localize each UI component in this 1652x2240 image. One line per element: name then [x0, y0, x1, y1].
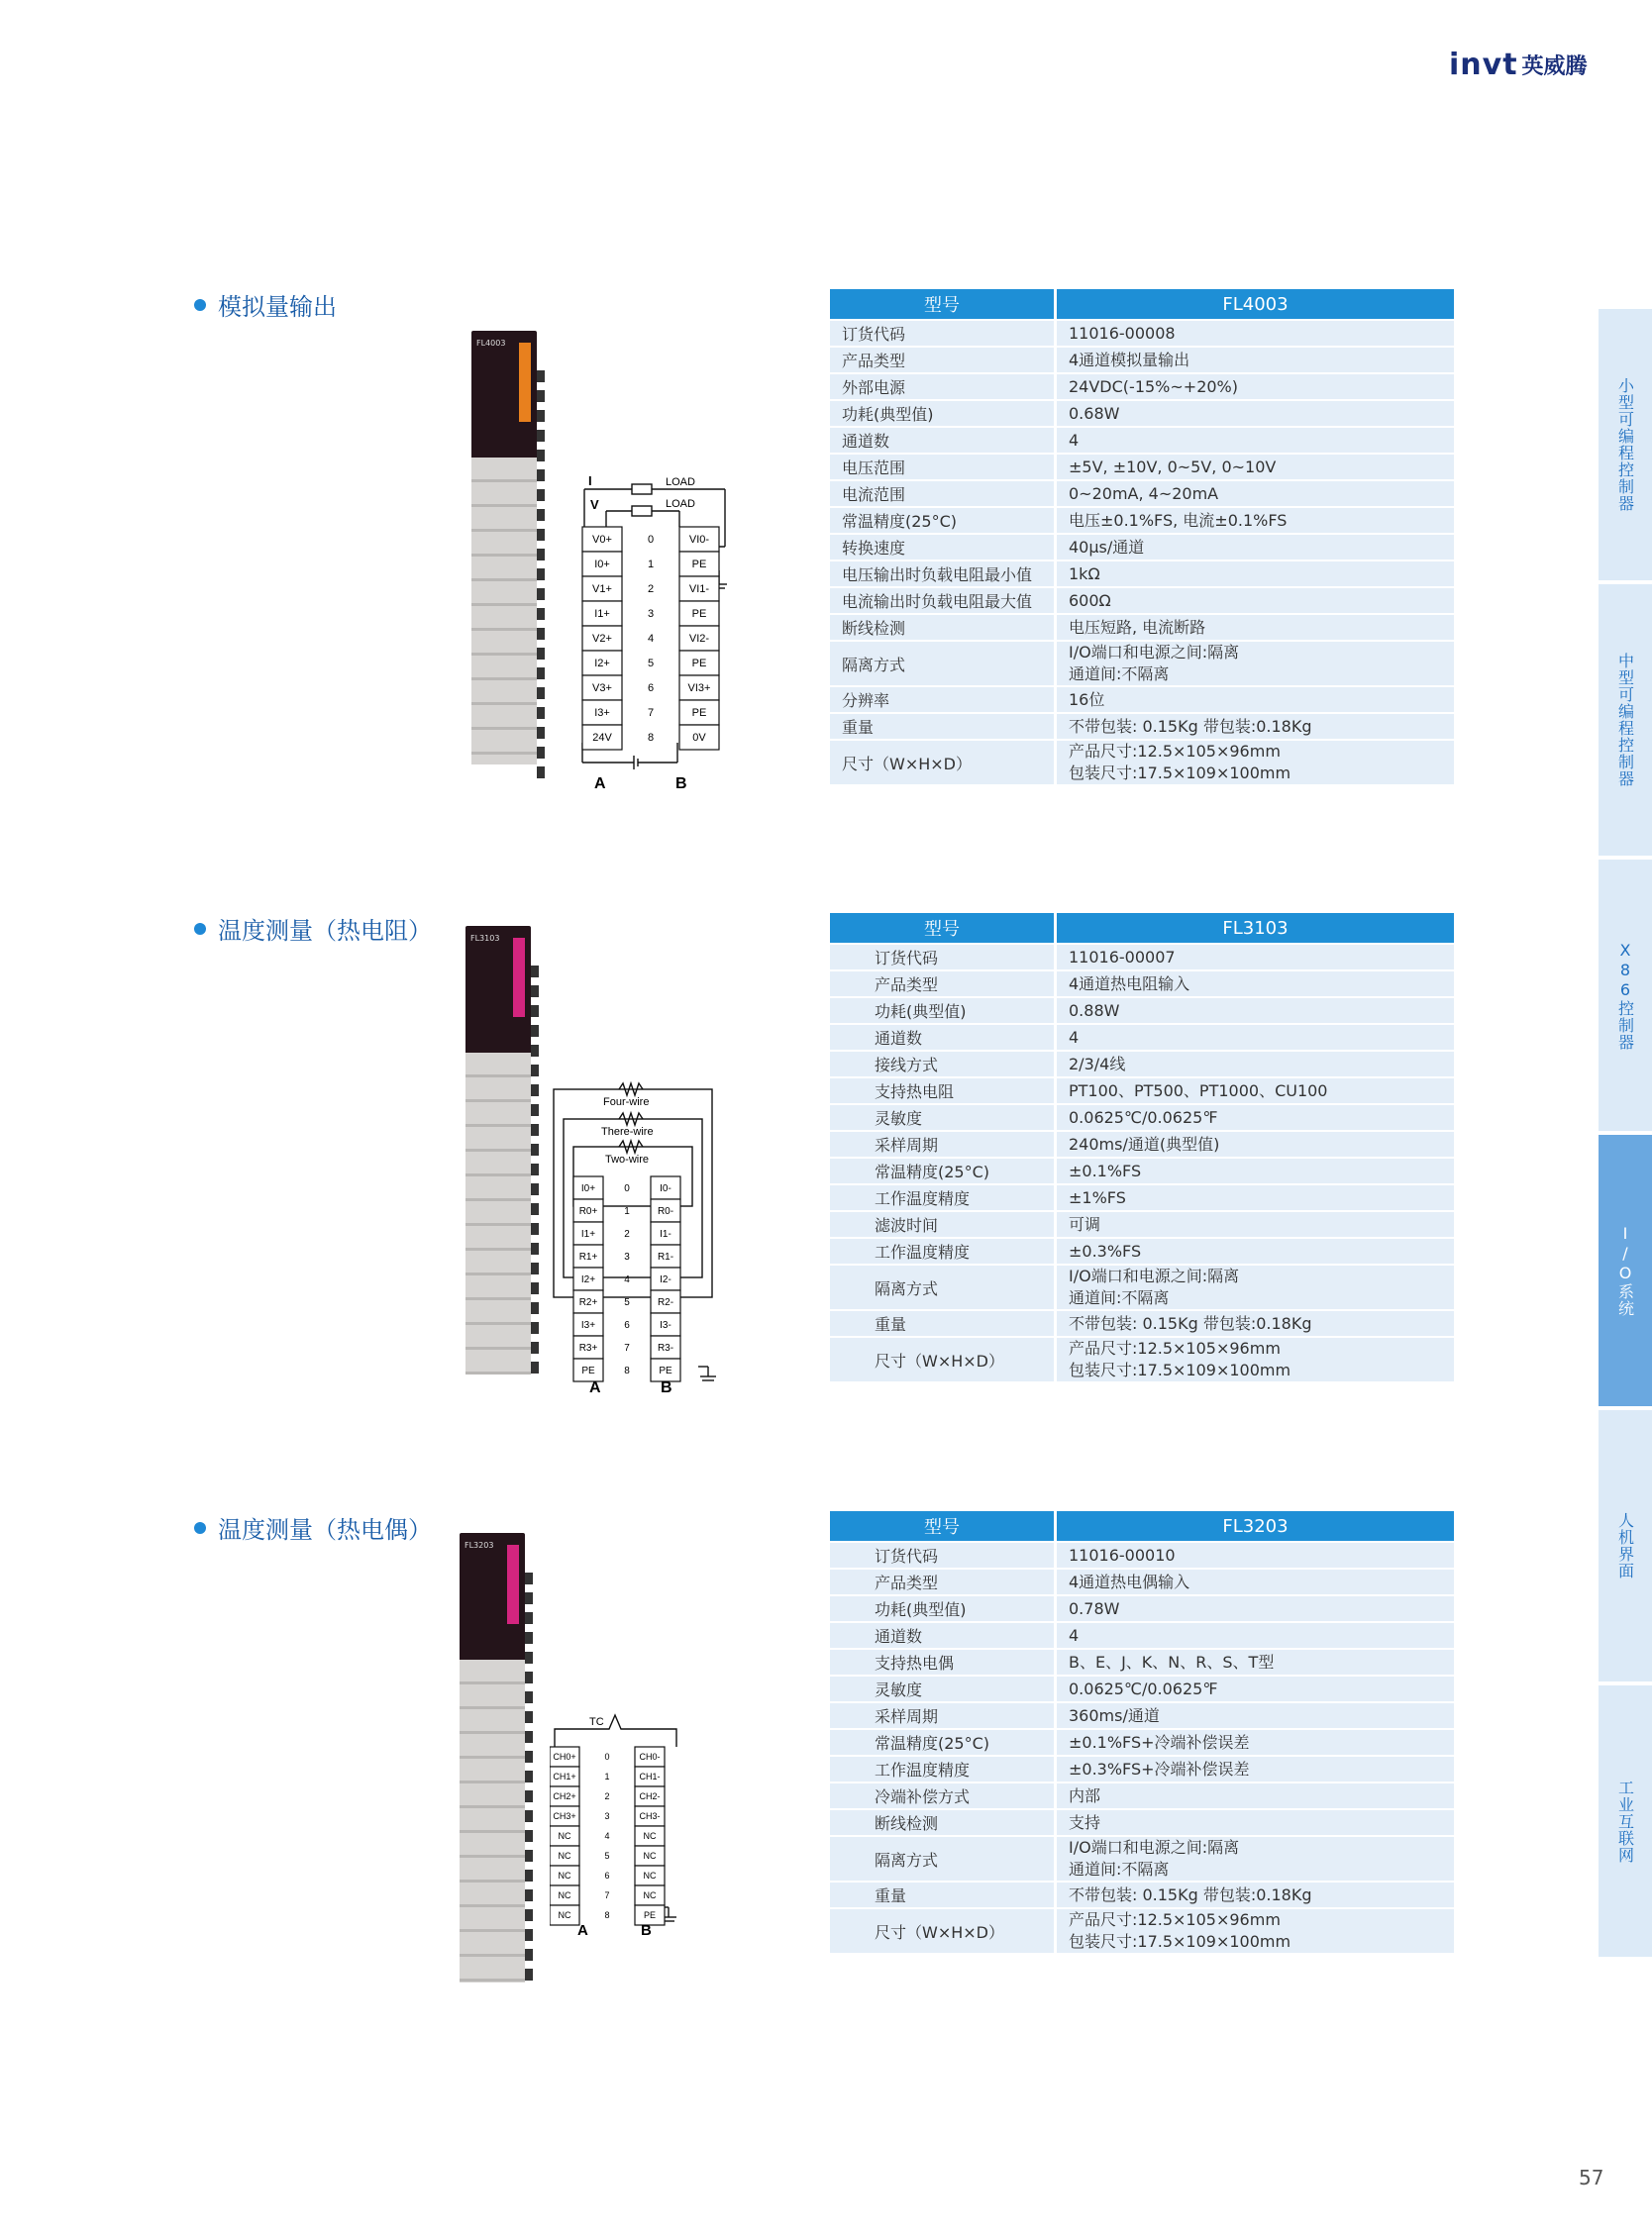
- terminal-number: 4: [604, 1831, 610, 1841]
- spec-value: 4: [1057, 1025, 1454, 1050]
- terminal-number: 1: [604, 1772, 610, 1782]
- terminal-label-left: V1+: [592, 583, 612, 596]
- terminal-number: 0: [647, 534, 655, 547]
- terminal-label-right: PE: [691, 658, 707, 670]
- side-tab[interactable]: [1599, 1410, 1652, 1681]
- terminal-label-right: I1-: [660, 1228, 671, 1240]
- spec-row: [830, 401, 1454, 426]
- spec-key: 通道数: [830, 428, 1054, 453]
- terminal-label-right: R2-: [657, 1296, 674, 1308]
- terminal-label-left: R1+: [578, 1251, 598, 1263]
- spec-value: 不带包装: 0.15Kg 带包装:0.18Kg: [1057, 1883, 1454, 1907]
- terminal-number: 5: [604, 1851, 610, 1861]
- terminal-number: 2: [647, 583, 655, 596]
- terminal-label-right: VI1-: [688, 583, 710, 596]
- spec-value: 11016-00008: [1057, 321, 1454, 346]
- spec-value: 600Ω: [1057, 588, 1454, 613]
- spec-row: [830, 1596, 1454, 1621]
- module-label: FL3103: [470, 934, 500, 943]
- spec-value: ±0.1%FS: [1057, 1159, 1454, 1183]
- side-tab-label: I/O系统: [1615, 1224, 1635, 1317]
- spec-key: 隔离方式: [830, 642, 1054, 685]
- terminal-number: 3: [624, 1251, 630, 1263]
- spec-header-key: 型号: [830, 289, 1054, 319]
- terminal-label-right: NC: [643, 1890, 657, 1900]
- terminal-label-right: CH0-: [639, 1752, 661, 1762]
- terminal-label-left: I1+: [594, 608, 610, 621]
- terminal-number: 6: [604, 1871, 610, 1881]
- brand-name: 英威腾: [1521, 54, 1588, 79]
- terminal-label-right: CH1-: [639, 1772, 661, 1782]
- spec-key: 订货代码: [830, 945, 1054, 969]
- spec-row: [830, 642, 1454, 685]
- page-number: 57: [1579, 2166, 1604, 2189]
- spec-row: [830, 1078, 1454, 1103]
- label-three-wire: There-wire: [601, 1126, 654, 1138]
- spec-row: [830, 1239, 1454, 1264]
- spec-key: 隔离方式: [830, 1837, 1054, 1881]
- spec-value: 11016-00010: [1057, 1543, 1454, 1568]
- side-tab[interactable]: [1599, 860, 1652, 1131]
- spec-value: 0~20mA, 4~20mA: [1057, 481, 1454, 506]
- module-image-fl3103: [465, 926, 531, 1375]
- terminal-number: 1: [624, 1205, 630, 1217]
- side-tab-label: X86控制器: [1615, 940, 1635, 1051]
- spec-row: [830, 1810, 1454, 1835]
- spec-key: 隔离方式: [830, 1266, 1054, 1309]
- terminal-label-left: R2+: [578, 1296, 598, 1308]
- terminal-number: 0: [624, 1182, 630, 1194]
- module-stripe: [519, 343, 531, 422]
- spec-key: 重量: [830, 1883, 1054, 1907]
- spec-value: 240ms/通道(典型值): [1057, 1132, 1454, 1157]
- label-b: B: [675, 775, 687, 792]
- side-tab[interactable]: [1599, 584, 1652, 856]
- spec-row: [830, 1909, 1454, 1953]
- spec-row: [830, 1159, 1454, 1183]
- spec-key: 常温精度(25°C): [830, 1159, 1054, 1183]
- side-tab[interactable]: [1599, 1135, 1652, 1406]
- spec-value: ±0.3%FS: [1057, 1239, 1454, 1264]
- spec-value: 4通道热电偶输入: [1057, 1570, 1454, 1594]
- terminal-label-right: 0V: [692, 732, 706, 745]
- spec-value: 产品尺寸:12.5×105×96mm 包装尺寸:17.5×109×100mm: [1057, 741, 1454, 784]
- wiring-diagram-fl3103: [550, 1077, 723, 1399]
- brand-logo: [1449, 48, 1588, 82]
- section-title-rtd: [194, 911, 432, 946]
- spec-key: 外部电源: [830, 374, 1054, 399]
- spec-key: 常温精度(25°C): [830, 1730, 1054, 1755]
- spec-row: [830, 1266, 1454, 1309]
- invt-logo: invt: [1449, 48, 1518, 82]
- side-tab[interactable]: [1599, 309, 1652, 580]
- side-tab-label: 人机界面: [1615, 1512, 1635, 1579]
- terminal-label-right: R0-: [657, 1205, 674, 1217]
- spec-table-fl3203: [827, 1509, 1457, 1955]
- spec-value: 4: [1057, 1623, 1454, 1648]
- terminal-label-left: NC: [558, 1851, 571, 1861]
- terminal-number: 7: [624, 1342, 630, 1354]
- terminal-label-right: NC: [643, 1831, 657, 1841]
- spec-header-model: FL3203: [1057, 1511, 1454, 1541]
- terminal-label-right: PE: [691, 608, 707, 621]
- spec-key: 冷端补偿方式: [830, 1783, 1054, 1808]
- spec-row: [830, 1730, 1454, 1755]
- label-tc: TC: [589, 1716, 604, 1728]
- side-tab-label: 中型可编程控制器: [1615, 653, 1635, 787]
- terminal-label-right: NC: [643, 1871, 657, 1881]
- label-a: A: [594, 775, 606, 792]
- terminal-label-left: I3+: [594, 707, 610, 720]
- spec-row: [830, 508, 1454, 533]
- terminal-label-right: PE: [691, 707, 707, 720]
- spec-value: 2/3/4线: [1057, 1052, 1454, 1076]
- terminal-label-left: I2+: [580, 1273, 596, 1285]
- spec-row: [830, 615, 1454, 640]
- spec-key: 采样周期: [830, 1132, 1054, 1157]
- terminal-label-right: I0-: [660, 1182, 671, 1194]
- terminal-label-right: PE: [659, 1365, 672, 1376]
- spec-row: [830, 1338, 1454, 1381]
- spec-value: 0.0625℃/0.0625℉: [1057, 1677, 1454, 1701]
- spec-value: 电压±0.1%FS, 电流±0.1%FS: [1057, 508, 1454, 533]
- spec-row: [830, 998, 1454, 1023]
- terminal-number: 6: [647, 682, 655, 695]
- spec-row: [830, 321, 1454, 346]
- spec-header-key: 型号: [830, 1511, 1054, 1541]
- terminal-number: 4: [624, 1273, 630, 1285]
- terminal-number: 2: [604, 1791, 610, 1801]
- spec-value: PT100、PT500、PT1000、CU100: [1057, 1078, 1454, 1103]
- terminal-label-left: NC: [558, 1890, 571, 1900]
- spec-row: [830, 741, 1454, 784]
- spec-key: 电流输出时负载电阻最大值: [830, 588, 1054, 613]
- bullet-icon: [194, 299, 206, 311]
- spec-header-model: FL3103: [1057, 913, 1454, 943]
- spec-key: 订货代码: [830, 1543, 1054, 1568]
- terminal-label-left: NC: [558, 1871, 571, 1881]
- spec-value: ±0.1%FS+冷端补偿误差: [1057, 1730, 1454, 1755]
- spec-row: [830, 1783, 1454, 1808]
- label-v: V: [590, 497, 599, 512]
- spec-value: 不带包装: 0.15Kg 带包装:0.18Kg: [1057, 714, 1454, 739]
- terminal-label-right: VI2-: [688, 633, 710, 646]
- spec-row: [830, 1883, 1454, 1907]
- spec-row: [830, 561, 1454, 586]
- spec-row: [830, 687, 1454, 712]
- terminal-label-right: R3-: [657, 1342, 674, 1354]
- spec-row: [830, 714, 1454, 739]
- spec-key: 订货代码: [830, 321, 1054, 346]
- spec-value: ±0.3%FS+冷端补偿误差: [1057, 1757, 1454, 1782]
- terminal-label-left: PE: [581, 1365, 595, 1376]
- spec-header-model: FL4003: [1057, 289, 1454, 319]
- spec-key: 功耗(典型值): [830, 998, 1054, 1023]
- terminal-number: 8: [647, 732, 655, 745]
- terminal-label-right: PE: [691, 559, 707, 571]
- label-four-wire: Four-wire: [603, 1096, 650, 1108]
- spec-table-fl3103: [827, 911, 1457, 1383]
- wiring-diagram-fl3203: [550, 1703, 713, 1941]
- spec-key: 功耗(典型值): [830, 401, 1054, 426]
- spec-key: 灵敏度: [830, 1105, 1054, 1130]
- terminal-label-left: CH0+: [553, 1752, 576, 1762]
- spec-key: 断线检测: [830, 615, 1054, 640]
- side-tab-label: 小型可编程控制器: [1615, 377, 1635, 512]
- terminal-label-right: PE: [643, 1910, 657, 1920]
- terminal-label-left: I3+: [580, 1319, 596, 1331]
- terminal-number: 0: [604, 1752, 610, 1762]
- spec-value: 支持: [1057, 1810, 1454, 1835]
- terminal-label-left: V3+: [592, 682, 612, 695]
- module-image-fl3203: [460, 1533, 525, 1983]
- spec-value: 360ms/通道: [1057, 1703, 1454, 1728]
- spec-key: 支持热电偶: [830, 1650, 1054, 1675]
- module-image-fl4003: [471, 331, 537, 764]
- spec-row: [830, 481, 1454, 506]
- terminal-label-left: R3+: [578, 1342, 598, 1354]
- terminal-label-left: R0+: [578, 1205, 598, 1217]
- terminal-number: 5: [624, 1296, 630, 1308]
- spec-row: [830, 945, 1454, 969]
- terminal-label-right: NC: [643, 1851, 657, 1861]
- terminal-number: 4: [647, 633, 655, 646]
- terminal-number: 7: [604, 1890, 610, 1900]
- terminal-label-left: I1+: [580, 1228, 596, 1240]
- spec-row: [830, 1052, 1454, 1076]
- spec-key: 支持热电阻: [830, 1078, 1054, 1103]
- spec-value: 40μs/通道: [1057, 535, 1454, 560]
- spec-value: 0.88W: [1057, 998, 1454, 1023]
- module-label: FL3203: [465, 1541, 494, 1550]
- terminal-number: 1: [647, 559, 655, 571]
- label-two-wire: Two-wire: [605, 1154, 650, 1166]
- module-stripe: [507, 1545, 519, 1624]
- module-label: FL4003: [476, 339, 506, 348]
- label-load-voltage: LOAD: [666, 498, 695, 510]
- spec-row: [830, 1757, 1454, 1782]
- terminal-label-left: CH3+: [553, 1811, 576, 1821]
- terminal-label-right: I3-: [660, 1319, 671, 1331]
- label-b: B: [641, 1922, 652, 1939]
- terminal-label-right: I2-: [660, 1273, 671, 1285]
- spec-value: 电压短路, 电流断路: [1057, 615, 1454, 640]
- section-title-text: 温度测量（热电阻）: [218, 917, 432, 945]
- spec-key: 通道数: [830, 1025, 1054, 1050]
- spec-value: B、E、J、K、N、R、S、T型: [1057, 1650, 1454, 1675]
- terminal-number: 8: [604, 1910, 610, 1920]
- label-load-current: LOAD: [666, 476, 695, 488]
- spec-row: [830, 1703, 1454, 1728]
- spec-row: [830, 535, 1454, 560]
- side-tab[interactable]: [1599, 1685, 1652, 1957]
- spec-key: 尺寸（W×H×D）: [830, 1909, 1054, 1953]
- spec-key: 常温精度(25°C): [830, 508, 1054, 533]
- spec-value: I/O端口和电源之间:隔离 通道间:不隔离: [1057, 1266, 1454, 1309]
- spec-row: [830, 1837, 1454, 1881]
- spec-row: [830, 1543, 1454, 1568]
- section-title-text: 模拟量输出: [218, 293, 337, 321]
- terminal-label-right: R1-: [657, 1251, 674, 1263]
- bullet-icon: [194, 923, 206, 935]
- spec-value: 4通道热电阻输入: [1057, 971, 1454, 996]
- spec-key: 转换速度: [830, 535, 1054, 560]
- spec-row: [830, 1570, 1454, 1594]
- spec-key: 产品类型: [830, 1570, 1054, 1594]
- terminal-number: 7: [647, 707, 655, 720]
- spec-key: 通道数: [830, 1623, 1054, 1648]
- spec-key: 断线检测: [830, 1810, 1054, 1835]
- spec-header-key: 型号: [830, 913, 1054, 943]
- terminal-label-left: I2+: [594, 658, 610, 670]
- terminal-label-right: VI3+: [687, 682, 711, 695]
- module-stripe: [513, 938, 525, 1017]
- spec-key: 尺寸（W×H×D）: [830, 1338, 1054, 1381]
- spec-value: I/O端口和电源之间:隔离 通道间:不隔离: [1057, 1837, 1454, 1881]
- spec-value: 11016-00007: [1057, 945, 1454, 969]
- spec-key: 工作温度精度: [830, 1757, 1054, 1782]
- spec-key: 产品类型: [830, 348, 1054, 372]
- terminal-label-left: I0+: [594, 559, 610, 571]
- section-title-thermocouple: [194, 1510, 432, 1545]
- terminal-number: 2: [624, 1228, 630, 1240]
- spec-value: 0.68W: [1057, 401, 1454, 426]
- spec-key: 重量: [830, 1311, 1054, 1336]
- label-a: A: [589, 1379, 601, 1396]
- spec-key: 滤波时间: [830, 1212, 1054, 1237]
- spec-value: 产品尺寸:12.5×105×96mm 包装尺寸:17.5×109×100mm: [1057, 1909, 1454, 1953]
- spec-key: 分辨率: [830, 687, 1054, 712]
- wiring-diagram-fl4003: [555, 475, 743, 797]
- spec-key: 电流范围: [830, 481, 1054, 506]
- spec-key: 功耗(典型值): [830, 1596, 1054, 1621]
- terminal-number: 5: [647, 658, 655, 670]
- spec-row: [830, 1212, 1454, 1237]
- section-title-text: 温度测量（热电偶）: [218, 1516, 432, 1544]
- spec-row: [830, 1132, 1454, 1157]
- terminal-label-left: NC: [558, 1831, 571, 1841]
- spec-key: 灵敏度: [830, 1677, 1054, 1701]
- spec-key: 工作温度精度: [830, 1185, 1054, 1210]
- spec-row: [830, 428, 1454, 453]
- spec-row: [830, 1650, 1454, 1675]
- label-i: I: [588, 475, 592, 488]
- spec-value: 不带包装: 0.15Kg 带包装:0.18Kg: [1057, 1311, 1454, 1336]
- spec-row: [830, 455, 1454, 479]
- spec-value: 4通道模拟量输出: [1057, 348, 1454, 372]
- spec-value: 4: [1057, 428, 1454, 453]
- spec-value: 0.0625℃/0.0625℉: [1057, 1105, 1454, 1130]
- spec-row: [830, 971, 1454, 996]
- spec-row: [830, 374, 1454, 399]
- terminal-label-left: V0+: [592, 534, 612, 547]
- spec-key: 采样周期: [830, 1703, 1054, 1728]
- spec-value: 产品尺寸:12.5×105×96mm 包装尺寸:17.5×109×100mm: [1057, 1338, 1454, 1381]
- spec-value: I/O端口和电源之间:隔离 通道间:不隔离: [1057, 642, 1454, 685]
- spec-row: [830, 348, 1454, 372]
- spec-row: [830, 1105, 1454, 1130]
- terminal-number: 6: [624, 1319, 630, 1331]
- spec-value: 24VDC(-15%~+20%): [1057, 374, 1454, 399]
- spec-row: [830, 1677, 1454, 1701]
- spec-key: 工作温度精度: [830, 1239, 1054, 1264]
- section-title-analog-output: [194, 287, 337, 322]
- terminal-label-right: CH2-: [639, 1791, 661, 1801]
- spec-value: ±5V, ±10V, 0~5V, 0~10V: [1057, 455, 1454, 479]
- spec-row: [830, 1623, 1454, 1648]
- terminal-number: 3: [604, 1811, 610, 1821]
- spec-table-fl4003: [827, 287, 1457, 786]
- spec-row: [830, 1311, 1454, 1336]
- spec-row: [830, 1185, 1454, 1210]
- label-a: A: [577, 1922, 588, 1939]
- spec-value: 0.78W: [1057, 1596, 1454, 1621]
- terminal-label-left: 24V: [592, 732, 612, 745]
- spec-key: 电压范围: [830, 455, 1054, 479]
- side-tab-label: 工业互联网: [1615, 1779, 1635, 1864]
- side-category-tabs: [1599, 309, 1652, 1961]
- spec-value: 1kΩ: [1057, 561, 1454, 586]
- spec-key: 接线方式: [830, 1052, 1054, 1076]
- spec-row: [830, 588, 1454, 613]
- terminal-label-left: NC: [558, 1910, 571, 1920]
- label-b: B: [661, 1379, 672, 1396]
- spec-key: 重量: [830, 714, 1054, 739]
- spec-key: 电压输出时负载电阻最小值: [830, 561, 1054, 586]
- terminal-label-right: CH3-: [639, 1811, 661, 1821]
- terminal-label-left: I0+: [580, 1182, 596, 1194]
- terminal-number: 8: [624, 1365, 630, 1376]
- spec-value: 16位: [1057, 687, 1454, 712]
- terminal-label-left: CH2+: [553, 1791, 576, 1801]
- terminal-label-left: CH1+: [553, 1772, 576, 1782]
- terminal-label-right: VI0-: [688, 534, 710, 547]
- bullet-icon: [194, 1522, 206, 1534]
- spec-key: 尺寸（W×H×D）: [830, 741, 1054, 784]
- terminal-label-left: V2+: [592, 633, 612, 646]
- spec-row: [830, 1025, 1454, 1050]
- spec-value: 内部: [1057, 1783, 1454, 1808]
- spec-value: 可调: [1057, 1212, 1454, 1237]
- terminal-number: 3: [647, 608, 655, 621]
- spec-value: ±1%FS: [1057, 1185, 1454, 1210]
- spec-key: 产品类型: [830, 971, 1054, 996]
